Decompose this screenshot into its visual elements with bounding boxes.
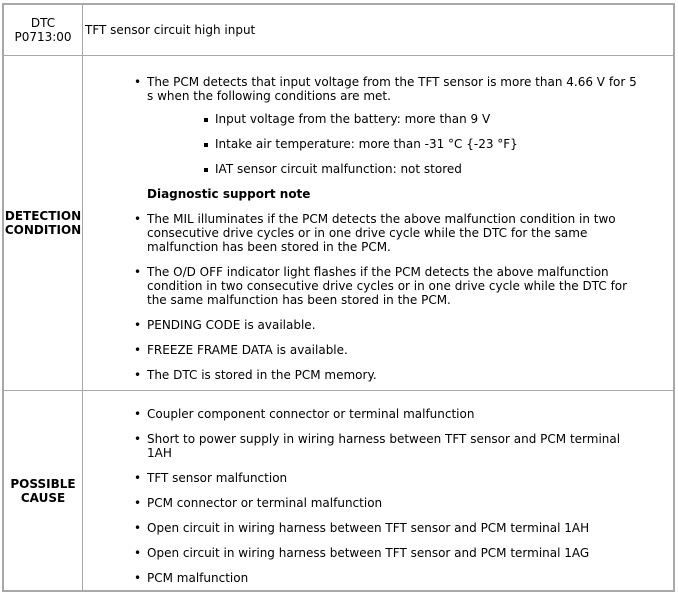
bullet-icon: •	[134, 471, 142, 485]
bullet-icon: •	[134, 407, 142, 421]
sub-condition-text: IAT sensor circuit malfunction: not stored	[215, 162, 462, 176]
cause-text: Coupler component connector or terminal malfunction	[147, 407, 475, 421]
list-item	[83, 571, 673, 585]
cause-text: Short to power supply in wiring harness between TFT sensor and PCM terminal 1AH	[147, 432, 621, 460]
list-item	[83, 521, 673, 535]
possible-cause-list	[83, 407, 673, 585]
bullet-icon: •	[134, 343, 142, 357]
bullet-icon: •	[134, 496, 142, 510]
dtc-header-row	[4, 5, 674, 56]
bullet-icon: •	[134, 546, 142, 560]
list-item	[83, 343, 673, 357]
list-item	[83, 407, 673, 421]
list-item	[83, 265, 673, 307]
cause-text: PCM connector or terminal malfunction	[147, 496, 383, 510]
list-item	[83, 471, 673, 485]
sub-condition-text: Input voltage from the battery: more than 9 V	[215, 112, 491, 126]
bullet-icon: •	[134, 212, 142, 226]
dtc-code-cell	[4, 5, 83, 56]
list-item	[83, 432, 673, 460]
bullet-icon: •	[134, 318, 142, 332]
list-item	[83, 546, 673, 560]
note-text: The O/D OFF indicator light flashes if the PCM detects the above malfunction condition in two consecutive drive cycles or in one drive cycle while the DTC for the same malfunction has been stored in the PCM.	[147, 265, 628, 307]
detection-content-cell	[83, 56, 674, 391]
sub-condition-text: Intake air temperature: more than -31 °C {-23 °F}	[215, 137, 518, 151]
dtc-title-cell	[83, 5, 674, 56]
list-item	[83, 137, 673, 151]
bullet-icon: •	[134, 265, 142, 279]
possible-cause-label-line1: POSSIBLE	[10, 476, 76, 491]
bullet-icon: •	[134, 432, 142, 446]
possible-cause-row	[4, 391, 674, 591]
detection-label-cell	[4, 56, 83, 391]
note-heading: Diagnostic support note	[147, 187, 311, 201]
list-item	[83, 496, 673, 510]
bullet-icon: •	[134, 368, 142, 382]
note-text: The DTC is stored in the PCM memory.	[147, 368, 377, 382]
list-item	[83, 75, 673, 103]
dtc-label: DTC	[30, 16, 56, 30]
detection-label-line1: DETECTION	[4, 209, 82, 223]
bullet-icon: •	[134, 521, 142, 535]
detection-label-line2: CONDITION	[4, 223, 82, 237]
possible-cause-content-cell	[83, 391, 674, 591]
list-item	[83, 212, 673, 254]
note-text: PENDING CODE is available.	[147, 318, 316, 332]
detection-sub-list	[83, 112, 673, 176]
cause-text: Open circuit in wiring harness between TFT sensor and PCM terminal 1AG	[147, 546, 590, 560]
square-bullet-icon	[204, 118, 208, 122]
dtc-table	[3, 4, 674, 591]
bullet-icon: •	[134, 75, 142, 89]
bullet-icon: •	[134, 571, 142, 585]
dtc-title: TFT sensor circuit high input	[85, 23, 256, 37]
possible-cause-label-cell	[4, 391, 83, 591]
note-text: FREEZE FRAME DATA is available.	[147, 343, 348, 357]
list-item	[83, 318, 673, 332]
list-item	[83, 162, 673, 176]
list-item	[83, 112, 673, 126]
note-text: The MIL illuminates if the PCM detects the above malfunction condition in two consecutive drive cycles or in one drive cycle while the DTC for the same malfunction has been stored in the PCM.	[147, 212, 616, 254]
square-bullet-icon	[204, 143, 208, 147]
detection-row	[4, 56, 674, 391]
detection-main-text: The PCM detects that input voltage from the TFT sensor is more than 4.66 V for 5 s when the following conditions are met.	[147, 75, 637, 103]
dtc-code: P0713:00	[14, 30, 72, 44]
cause-text: TFT sensor malfunction	[147, 471, 288, 485]
cause-text: PCM malfunction	[147, 571, 249, 585]
list-item	[83, 368, 673, 382]
detection-main-list	[83, 75, 673, 103]
square-bullet-icon	[204, 168, 208, 172]
possible-cause-label-line2: CAUSE	[20, 490, 66, 505]
dtc-table-frame	[2, 3, 675, 592]
detection-notes-list	[83, 212, 673, 382]
cause-text: Open circuit in wiring harness between TFT sensor and PCM terminal 1AH	[147, 521, 590, 535]
